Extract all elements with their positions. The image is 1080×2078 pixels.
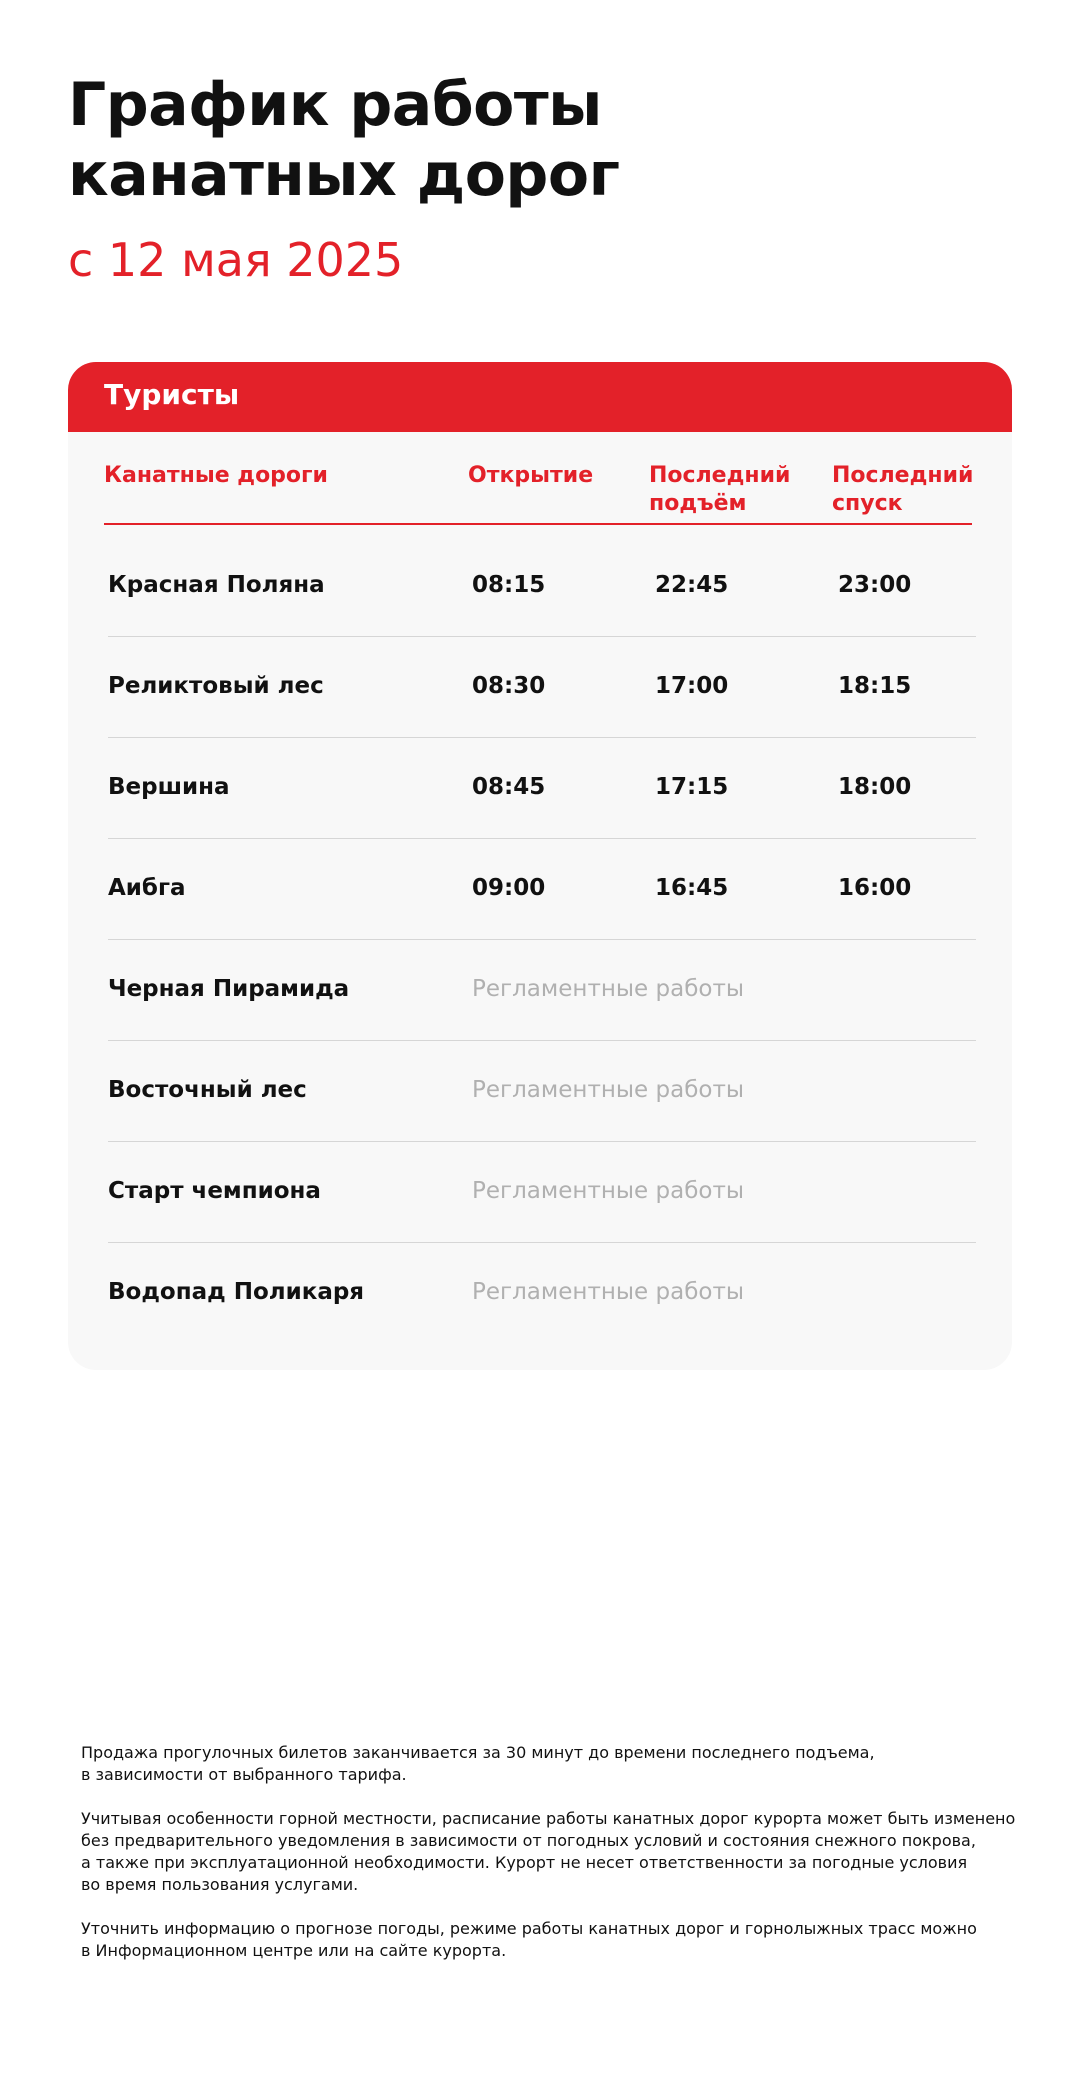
page-title-line-1: График работы — [68, 70, 602, 140]
note-line: Уточнить информацию о прогнозе погоды, режиме работы канатных дорог и горнолыжных трасс можно — [81, 1919, 977, 1938]
note-line: во время пользования услугами. — [81, 1875, 359, 1894]
footer-notes — [81, 1742, 1021, 1984]
lift-name: Водопад Поликаря — [108, 1279, 365, 1305]
opening-time: 08:30 — [472, 673, 546, 699]
last-descent-time: 23:00 — [838, 572, 912, 598]
lift-name: Аибга — [108, 875, 186, 901]
schedule-date: с 12 мая 2025 — [68, 233, 404, 287]
note-info-center — [81, 1918, 1021, 1962]
opening-time: 08:15 — [472, 572, 546, 598]
table-row — [108, 939, 976, 1041]
note-line: в Информационном центре или на сайте курорта. — [81, 1941, 507, 1960]
last-ascent-time: 17:15 — [655, 774, 729, 800]
table-row — [108, 535, 976, 637]
note-line: Продажа прогулочных билетов заканчивается за 30 минут до времени последнего подъема, — [81, 1743, 875, 1762]
table-row — [108, 737, 976, 839]
lift-name: Реликтовый лес — [108, 673, 324, 699]
maintenance-status: Регламентные работы — [472, 1178, 745, 1204]
maintenance-status: Регламентные работы — [472, 1077, 745, 1103]
column-header-last-descent-line-2: спуск — [832, 491, 903, 516]
lift-name: Восточный лес — [108, 1077, 307, 1103]
last-ascent-time: 16:45 — [655, 875, 729, 901]
note-line: Учитывая особенности горной местности, расписание работы канатных дорог курорта может быть изменено — [81, 1809, 1016, 1828]
column-header-last-descent — [832, 462, 973, 518]
note-schedule-changes — [81, 1808, 1021, 1896]
section-header-tourists: Туристы — [68, 362, 1012, 432]
opening-time: 08:45 — [472, 774, 546, 800]
page-title — [68, 70, 619, 210]
column-header-last-ascent-line-2: подъём — [649, 491, 747, 516]
lift-name: Черная Пирамида — [108, 976, 350, 1002]
lift-name: Красная Поляна — [108, 572, 325, 598]
table-row — [108, 1141, 976, 1243]
opening-time: 09:00 — [472, 875, 546, 901]
last-ascent-time: 22:45 — [655, 572, 729, 598]
column-header-opening: Открытие — [468, 463, 594, 488]
maintenance-status: Регламентные работы — [472, 1279, 745, 1305]
page-title-line-2: канатных дорог — [68, 140, 620, 210]
column-header-last-descent-line-1: Последний — [832, 463, 974, 488]
last-ascent-time: 17:00 — [655, 673, 729, 699]
last-descent-time: 18:15 — [838, 673, 912, 699]
table-row — [108, 1242, 976, 1343]
table-row — [108, 838, 976, 940]
lift-name: Вершина — [108, 774, 230, 800]
schedule-card — [68, 362, 1012, 1370]
note-line: а также при эксплуатационной необходимости. Курорт не несет ответственности за погодные условия — [81, 1853, 968, 1872]
lift-name: Старт чемпиона — [108, 1178, 321, 1204]
column-header-last-ascent-line-1: Последний — [649, 463, 791, 488]
note-ticket-sales — [81, 1742, 1021, 1786]
table-row — [108, 1040, 976, 1142]
last-descent-time: 18:00 — [838, 774, 912, 800]
column-header-last-ascent — [649, 462, 790, 518]
table-row — [108, 636, 976, 738]
note-line: без предварительного уведомления в зависимости от погодных условий и состояния снежного покрова, — [81, 1831, 976, 1850]
column-header-lifts: Канатные дороги — [104, 463, 328, 488]
last-descent-time: 16:00 — [838, 875, 912, 901]
maintenance-status: Регламентные работы — [472, 976, 745, 1002]
note-line: в зависимости от выбранного тарифа. — [81, 1765, 407, 1784]
header-divider — [104, 523, 972, 525]
